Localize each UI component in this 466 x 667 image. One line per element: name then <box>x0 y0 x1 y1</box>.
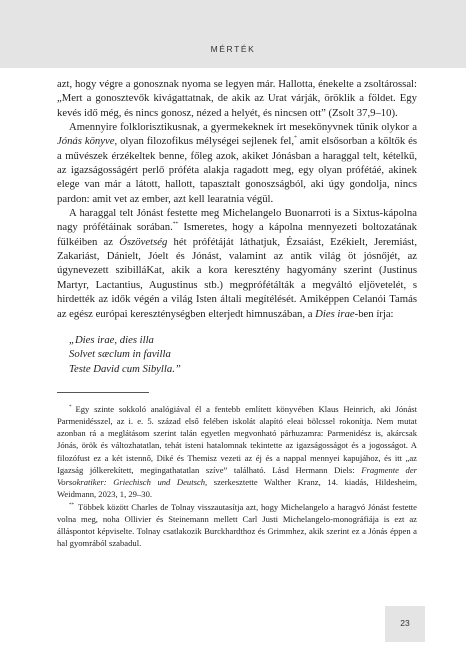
italic-text: Dies irae <box>315 307 355 320</box>
page-number: 23 <box>400 618 410 628</box>
footnotes <box>57 403 417 549</box>
poem-quote <box>69 333 417 376</box>
body-text <box>57 77 417 321</box>
text-run: -ben írja: <box>354 307 394 320</box>
text-run: azt, hogy végre a gonosznak nyoma se legyen már. Hallotta, énekelte a zsoltárossal: „Mert a gonosztevők kivágattatnak, de akik az Urat várják, öröklik a földet. Egy kevés idő még, és nincs gonosz, nézed a helyét, és nincsen ott” (Zsolt 37,9–10). <box>57 78 417 119</box>
text-run: Többek között Charles de Tolnay visszautasítja azt, hogy Michelangelo a haragvó Jónást festette volna meg, noha Ollivier és Steinemann mellett Carl Justi Michelangelo-monográfiája is ezt az álláspontot képviselte. Tolnay csatlakozik Burckhardthoz és Grimmhez, akik szerint ez a Jónás éppen a hal gyomrából szabadul. <box>57 501 417 549</box>
footnote-ref: * <box>294 135 297 142</box>
footnote-divider <box>57 392 149 393</box>
footnote <box>57 501 417 550</box>
poem-line: Solvet sæclum in favilla <box>69 348 171 361</box>
italic-text: Fragmente der Vorsokratiker: Griechisch und Deutsch, <box>57 464 418 488</box>
running-header <box>0 0 466 68</box>
text-run: olyan filozofikus mélységei sejlenek fel, <box>117 135 295 148</box>
poem-line: Teste David cum Sibylla.” <box>69 362 181 375</box>
footnote-mark: ** <box>69 502 74 508</box>
text-run: szerkesztette Walther Kranz, 14. kiadás, Hildesheim, Weidmann, 2023, 1, 29–30. <box>57 477 418 500</box>
footnote-ref: ** <box>172 221 179 228</box>
poem-line: „Dies irae, dies illa <box>69 333 154 346</box>
text-run: A haraggal telt Jónást festette meg Michelangelo Buonarroti is a Sixtus-kápolna nagy prófétáinak sorában. <box>57 207 417 234</box>
paragraph <box>57 77 417 120</box>
page-content <box>57 77 417 549</box>
footnote <box>57 403 417 501</box>
header-title: MÉRTÉK <box>210 44 256 54</box>
text-run: Egy szinte sokkoló analógiával él a fentebb említett könyvében Klaus Heinrich, aki Jónást Parmenidésszel, az i. e. 5. század első felében iskolát alapító eleai bölcssel rokonítja. Nem mutat azonban rá a meglátásom szerint talán egyetlen megvonható párhuzamra: Parmenidész is, akárcsak Jónás, örök és változhatatlan, tehát isteni hatalomnak tekintette az igazságosságot és a jogosságot. A filozófust ez a két istennő, Diké és Themisz vezeti az éj és a nappal mennyei kapujához, és itt „az Igazság jólkerekített, megingathatatlan szíve” található. Lásd Hermann Diels: <box>57 403 417 475</box>
text-run: Amennyire folklorisztikusnak, a gyermekeknek írt mesekönyvnek tűnik olykor a <box>69 121 417 134</box>
text-run: amit elsősorban a költők és a művészek érzékeltek benne, főleg azok, akiket Jónásban a haraggal telt, kételkű, az igazságosságért perlő próféta alakja ragadott meg, egy olyan prófétáé, akinek elege van már a látott, hallott, tapasztalt gonoszságból, aki úgy gondolja, nincs pardon: amit vet az ember, azt kell learatnia végül. <box>57 135 418 205</box>
page-number-box <box>385 606 425 642</box>
italic-text: Jónás könyve, <box>57 135 118 148</box>
paragraph <box>57 120 417 206</box>
footnote-mark: * <box>69 404 72 410</box>
italic-text: Ószövetség <box>119 235 168 248</box>
paragraph <box>57 206 417 321</box>
text-run: Ismeretes, hogy a kápolna mennyezeti boltozatának fülkéiben az <box>57 221 417 248</box>
text-run: hét prófétáját láthatjuk, Ézsaiást, Ezékielt, Jeremiást, Zakariást, Dánielt, Jóelt és Jónást, valamint az antik világ öt jósnőjét, az úgynevezett szibilláKat, akik a kora keresztény hagyomány szerint (Justinus Martyr, Lactantius, Augustinus stb.) megprófétálták a megváltó eljövetelét, s hirdették az idők végén a világ Isten általi megítélését. Amiképpen Celanói Tamás az egész európai kereszténységben elterjedt himnuszában, a <box>57 235 417 320</box>
